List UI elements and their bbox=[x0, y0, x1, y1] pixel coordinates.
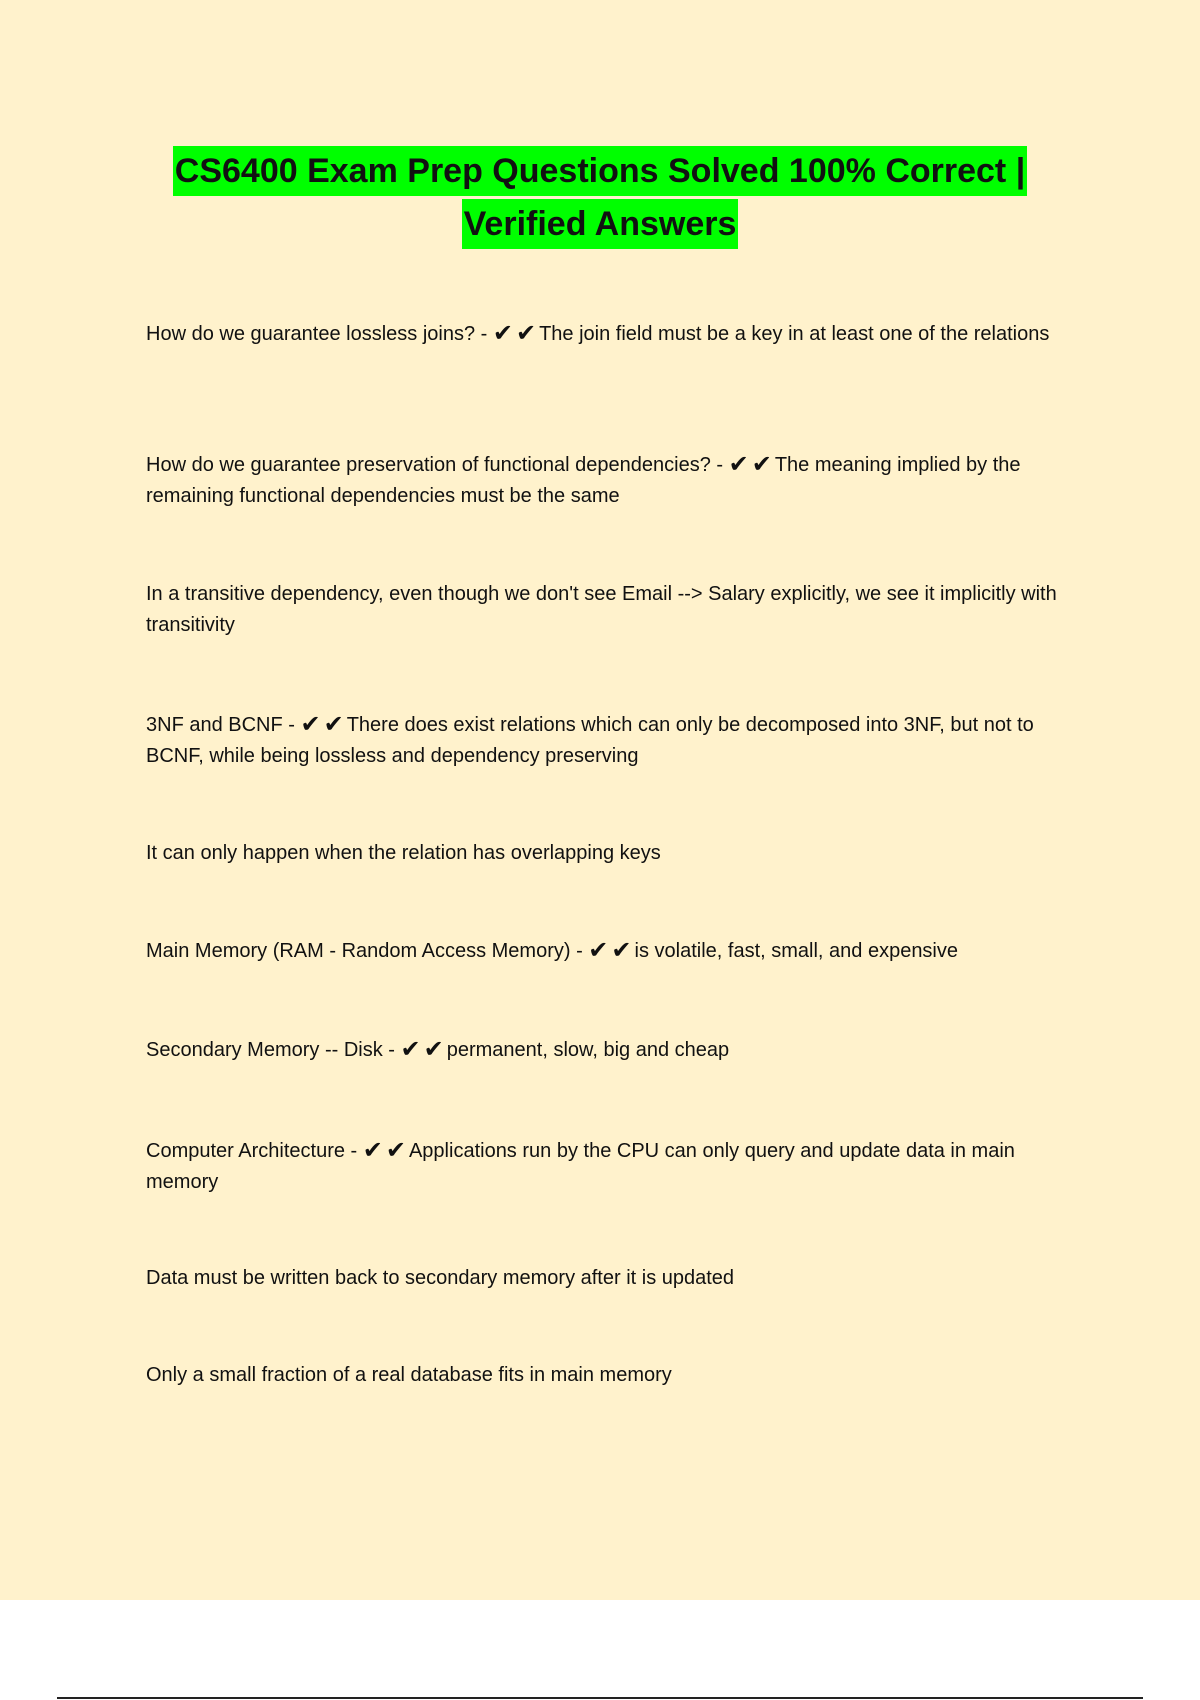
qa-entry-7 bbox=[146, 1035, 1076, 1066]
note-text: Data must be written back to secondary memory after it is updated bbox=[146, 1267, 735, 1289]
note-entry-10 bbox=[146, 1360, 1076, 1391]
check-mark-icon: ✔ bbox=[300, 710, 321, 738]
note-text: It can only happen when the relation has overlapping keys bbox=[146, 842, 661, 864]
question-text: Secondary Memory -- Disk - bbox=[146, 1039, 401, 1061]
note-text: Only a small fraction of a real database fits in main memory bbox=[146, 1364, 672, 1386]
check-mark-icon: ✔ bbox=[362, 1136, 383, 1164]
question-text: How do we guarantee lossless joins? - bbox=[146, 323, 493, 345]
answer-text: permanent, slow, big and cheap bbox=[446, 1039, 730, 1061]
check-mark-icon: ✔ bbox=[492, 319, 513, 347]
footer-divider bbox=[57, 1697, 1143, 1699]
document-title bbox=[0, 146, 1200, 252]
qa-entry-2 bbox=[146, 450, 1076, 512]
qa-entry-8 bbox=[146, 1136, 1076, 1198]
note-entry-5 bbox=[146, 838, 1076, 869]
check-mark-icon: ✔ bbox=[751, 450, 772, 478]
check-mark-icon: ✔ bbox=[611, 936, 632, 964]
question-text: How do we guarantee preservation of functional dependencies? - bbox=[146, 454, 729, 476]
note-entry-3 bbox=[146, 579, 1076, 641]
qa-entry-4 bbox=[146, 710, 1076, 772]
answer-text: The meaning implied by the remaining functional dependencies must be the same bbox=[146, 454, 1021, 507]
answer-text: There does exist relations which can only be decomposed into 3NF, but not to BCNF, while being lossless and dependency preserving bbox=[146, 714, 1034, 767]
question-text: Computer Architecture - bbox=[146, 1140, 363, 1162]
title-line-1: CS6400 Exam Prep Questions Solved 100% Correct | bbox=[173, 146, 1027, 196]
note-entry-9 bbox=[146, 1263, 1076, 1294]
check-mark-icon: ✔ bbox=[588, 936, 609, 964]
check-mark-icon: ✔ bbox=[423, 1035, 444, 1063]
qa-entry-1 bbox=[146, 319, 1076, 350]
title-line-2: Verified Answers bbox=[462, 199, 739, 249]
question-text: Main Memory (RAM - Random Access Memory) - bbox=[146, 940, 589, 962]
check-mark-icon: ✔ bbox=[728, 450, 749, 478]
answer-text: The join field must be a key in at least one of the relations bbox=[539, 323, 1050, 345]
check-mark-icon: ✔ bbox=[323, 710, 344, 738]
question-text: 3NF and BCNF - bbox=[146, 714, 301, 736]
answer-text: Applications run by the CPU can only query and update data in main memory bbox=[146, 1140, 1015, 1193]
check-mark-icon: ✔ bbox=[385, 1136, 406, 1164]
answer-text: is volatile, fast, small, and expensive bbox=[634, 940, 959, 962]
note-text: In a transitive dependency, even though we don't see Email --> Salary explicitly, we see it implicitly with transitivity bbox=[146, 583, 1057, 636]
qa-entry-6 bbox=[146, 936, 1076, 967]
check-mark-icon: ✔ bbox=[400, 1035, 421, 1063]
check-mark-icon: ✔ bbox=[515, 319, 537, 347]
